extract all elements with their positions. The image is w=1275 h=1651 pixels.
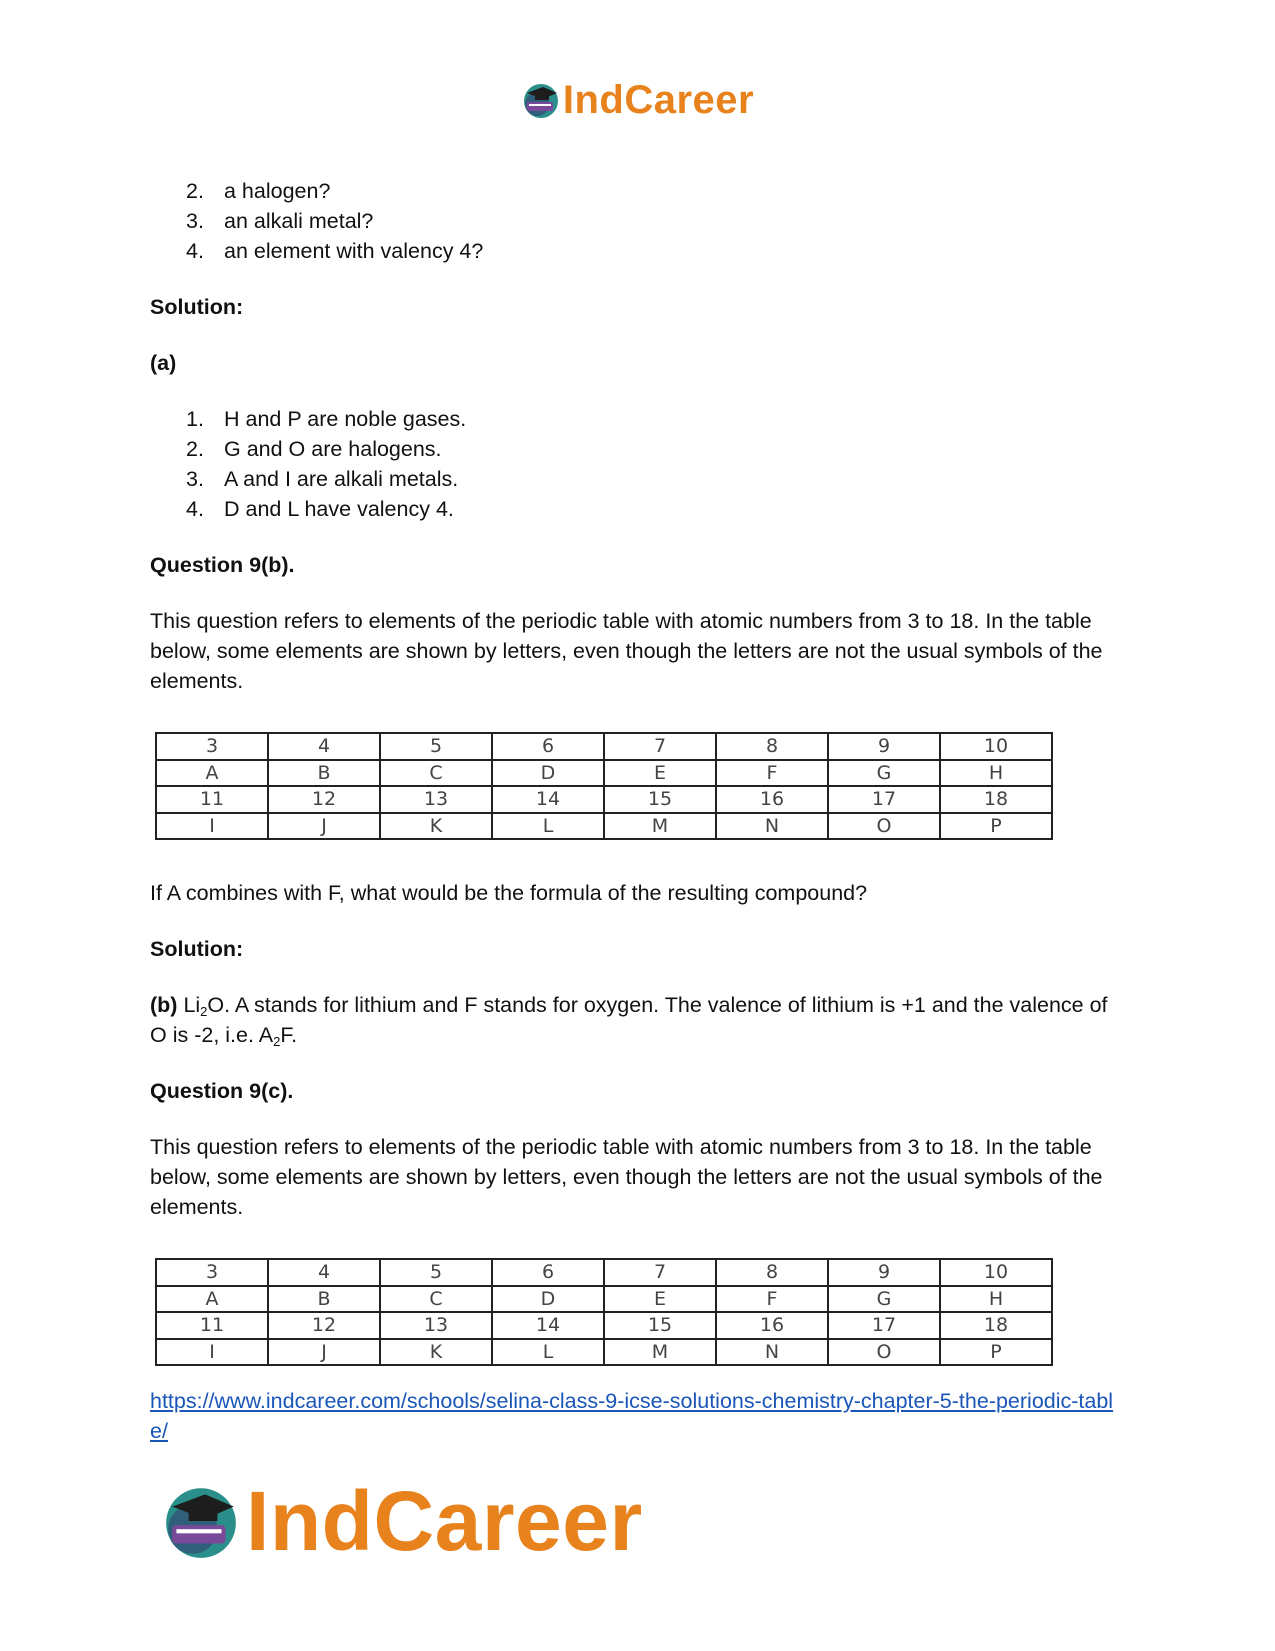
table-cell: J — [268, 1339, 380, 1366]
element-table-9b — [155, 732, 1053, 840]
table-cell: 9 — [828, 1259, 940, 1286]
table-cell: 6 — [492, 1259, 604, 1286]
table-cell: B — [268, 1286, 380, 1313]
graduation-cap-book-globe-icon — [521, 80, 561, 120]
table-cell: 3 — [156, 1259, 268, 1286]
table-row — [156, 733, 1052, 760]
page-content — [150, 176, 1125, 1446]
table-row — [156, 1339, 1052, 1366]
table-cell: H — [940, 1286, 1052, 1313]
table-cell: 15 — [604, 786, 716, 813]
question-options-list — [150, 176, 1125, 266]
table-cell: 9 — [828, 733, 940, 760]
table-cell: 11 — [156, 786, 268, 813]
table-cell: M — [604, 1339, 716, 1366]
table-cell: G — [828, 760, 940, 787]
table-cell: K — [380, 1339, 492, 1366]
table-cell: C — [380, 760, 492, 787]
brand-name: IndCareer — [562, 78, 755, 122]
element-table-9c — [155, 1258, 1053, 1366]
part-a-label: (a) — [150, 351, 177, 375]
table-cell: F — [716, 760, 828, 787]
brand-name: IndCareer — [246, 1474, 643, 1568]
table-cell: 17 — [828, 1312, 940, 1339]
list-item: 3. an alkali metal? — [186, 209, 374, 233]
source-link[interactable]: https://www.indcareer.com/schools/selina-class-9-icse-solutions-chemistry-chapter-5-the-periodic-table/ — [150, 1389, 1114, 1443]
question-9b-intro: This question refers to elements of the periodic table with atomic numbers from 3 to 18. In the table below, some elements are shown by letters, even though the letters are not the usual symbols of the elements. — [150, 609, 1103, 693]
table-cell: E — [604, 1286, 716, 1313]
table-cell: 14 — [492, 1312, 604, 1339]
table-row — [156, 786, 1052, 813]
list-item: 3. A and I are alkali metals. — [186, 467, 459, 491]
question-9c-intro: This question refers to elements of the periodic table with atomic numbers from 3 to 18. In the table below, some elements are shown by letters, even though the letters are not the usual symbols of the elements. — [150, 1135, 1103, 1219]
solution-heading: Solution: — [150, 295, 244, 319]
table-cell: 7 — [604, 1259, 716, 1286]
table-cell: 13 — [380, 1312, 492, 1339]
table-cell: D — [492, 760, 604, 787]
table-cell: A — [156, 760, 268, 787]
table-cell: G — [828, 1286, 940, 1313]
table-cell: K — [380, 813, 492, 840]
answer-9b: (b) $Li_2O$. A stands for lithium and F stands for oxygen. The valence of lithium is +1 and the valence of O is -2, i.e. $A_2F$. — [150, 993, 1108, 1049]
table-cell: D — [492, 1286, 604, 1313]
table-cell: 18 — [940, 786, 1052, 813]
question-9c-heading: Question 9(c). — [150, 1079, 294, 1103]
table-row — [156, 813, 1052, 840]
table-cell: 8 — [716, 1259, 828, 1286]
table-cell: 10 — [940, 733, 1052, 760]
table-cell: 12 — [268, 1312, 380, 1339]
table-cell: O — [828, 1339, 940, 1366]
table-cell: O — [828, 813, 940, 840]
table-cell: 5 — [380, 733, 492, 760]
table-cell: H — [940, 760, 1052, 787]
table-cell: J — [268, 813, 380, 840]
list-item: 4. D and L have valency 4. — [186, 497, 454, 521]
table-cell: P — [940, 813, 1052, 840]
table-cell: 16 — [716, 1312, 828, 1339]
table-cell: L — [492, 1339, 604, 1366]
table-cell: 8 — [716, 733, 828, 760]
question-9b-text: If A combines with F, what would be the formula of the resulting compound? — [150, 881, 868, 905]
table-cell: L — [492, 813, 604, 840]
answers-list — [150, 404, 1125, 524]
table-cell: N — [716, 1339, 828, 1366]
table-cell: 14 — [492, 786, 604, 813]
table-cell: 13 — [380, 786, 492, 813]
table-cell: 17 — [828, 786, 940, 813]
table-cell: B — [268, 760, 380, 787]
table-cell: I — [156, 813, 268, 840]
header-logo — [0, 78, 1275, 125]
table-cell: 3 — [156, 733, 268, 760]
table-cell: P — [940, 1339, 1052, 1366]
table-cell: A — [156, 1286, 268, 1313]
question-9b-heading: Question 9(b). — [150, 553, 295, 577]
table-cell: 11 — [156, 1312, 268, 1339]
table-cell: F — [716, 1286, 828, 1313]
table-cell: E — [604, 760, 716, 787]
table-row — [156, 1286, 1052, 1313]
table-cell: 5 — [380, 1259, 492, 1286]
table-cell: C — [380, 1286, 492, 1313]
table-cell: M — [604, 813, 716, 840]
table-cell: 6 — [492, 733, 604, 760]
table-cell: 7 — [604, 733, 716, 760]
table-cell: 15 — [604, 1312, 716, 1339]
list-item: 1. H and P are noble gases. — [186, 407, 467, 431]
table-row — [156, 1259, 1052, 1286]
table-cell: 16 — [716, 786, 828, 813]
table-cell: 4 — [268, 733, 380, 760]
table-row — [156, 760, 1052, 787]
footer-logo — [160, 1475, 643, 1567]
table-cell: N — [716, 813, 828, 840]
list-item: 4. an element with valency 4? — [186, 239, 484, 263]
solution-heading: Solution: — [150, 937, 244, 961]
table-cell: 18 — [940, 1312, 1052, 1339]
list-item: 2. G and O are halogens. — [186, 437, 442, 461]
list-item: 2. a halogen? — [186, 179, 331, 203]
graduation-cap-book-globe-icon — [160, 1480, 242, 1562]
table-cell: I — [156, 1339, 268, 1366]
table-cell: 10 — [940, 1259, 1052, 1286]
table-cell: 4 — [268, 1259, 380, 1286]
table-row — [156, 1312, 1052, 1339]
table-cell: 12 — [268, 786, 380, 813]
